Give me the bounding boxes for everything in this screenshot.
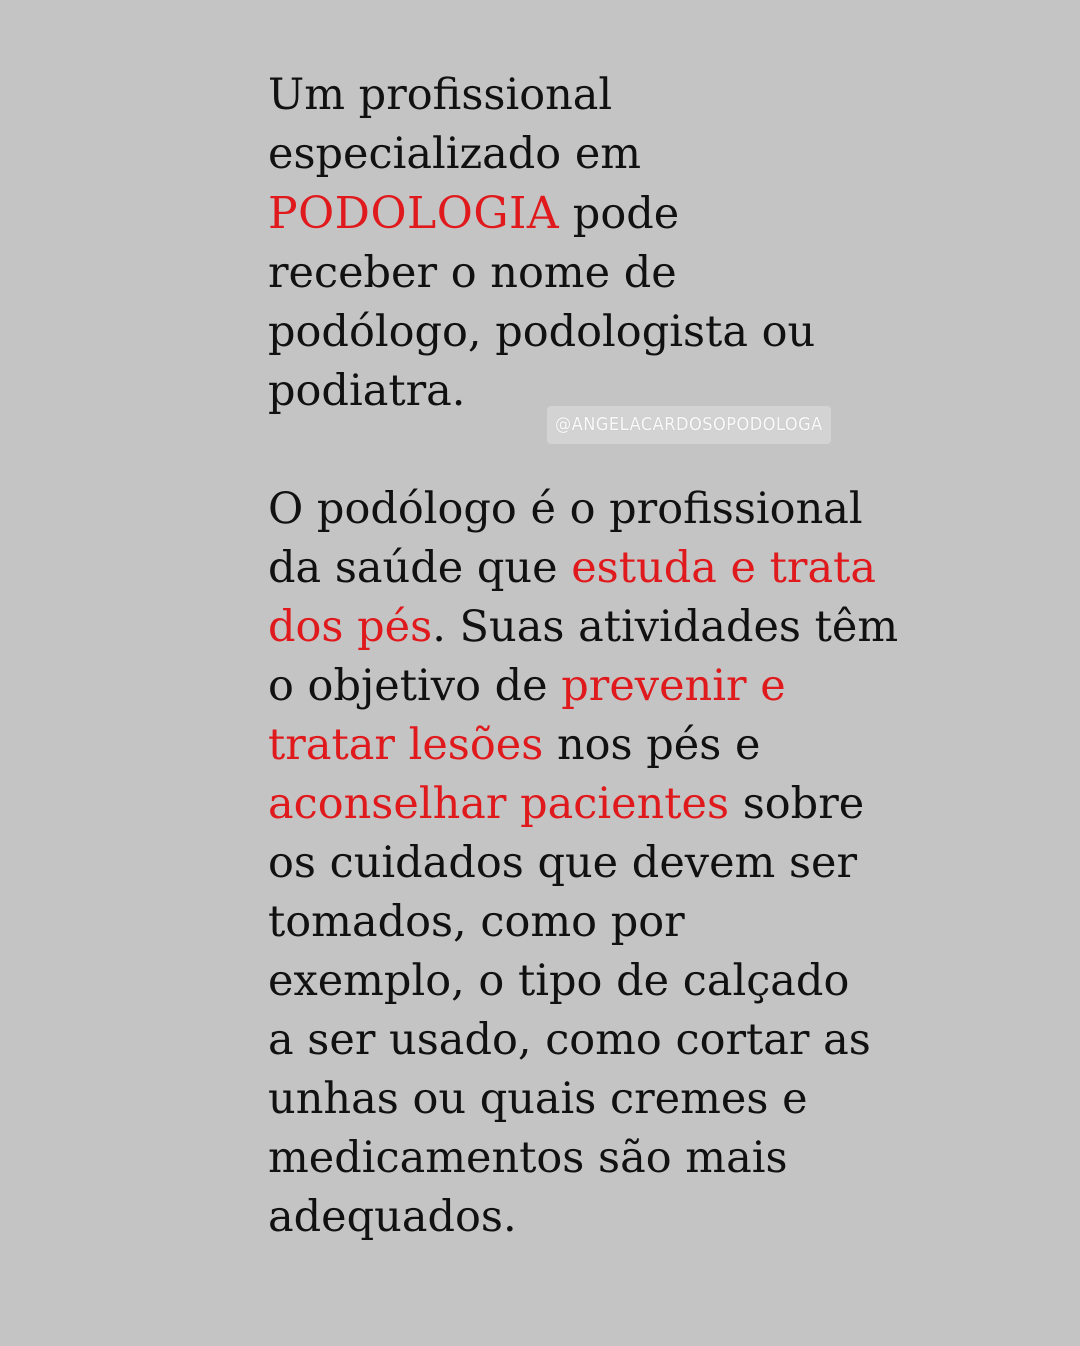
text-fragment: pode — [559, 189, 680, 239]
text-line — [268, 657, 908, 716]
text-line: O podólogo é o profissional — [268, 484, 863, 534]
text-fragment: nos pés e — [543, 720, 761, 770]
text-line: adequados. — [268, 1192, 517, 1242]
text-line: receber o nome de — [268, 248, 677, 298]
text-line: podiatra. — [268, 366, 466, 416]
text-fragment: da saúde que — [268, 543, 572, 593]
text-fragment: sobre — [729, 779, 865, 829]
text-line: podólogo, podologista ou — [268, 307, 816, 357]
text-line: Um profissional — [268, 70, 613, 120]
paragraph-podologia-definition — [268, 66, 908, 421]
text-line — [268, 184, 908, 244]
text-line — [268, 598, 908, 657]
highlight-podologia: PODOLOGIA — [268, 188, 560, 239]
text-fragment: o objetivo de — [268, 661, 562, 711]
text-line: especializado em — [268, 129, 642, 179]
highlight-aconselhar-pacientes: aconselhar pacientes — [268, 779, 730, 829]
highlight-tratar-lesoes: tratar lesões — [268, 720, 544, 770]
text-line: tomados, como por — [268, 897, 685, 947]
text-line: medicamentos são mais — [268, 1133, 788, 1183]
text-line — [268, 716, 908, 775]
highlight-prevenir: prevenir e — [561, 661, 786, 711]
highlight-estuda-trata: estuda e trata — [571, 543, 877, 593]
paragraph-podologo-description — [268, 480, 908, 1247]
text-line: a ser usado, como cortar as — [268, 1015, 871, 1065]
highlight-dos-pes: dos pés — [268, 602, 433, 652]
text-line — [268, 539, 908, 598]
text-fragment: . Suas atividades têm — [432, 602, 899, 652]
mention-sticker[interactable]: @ANGELACARDOSOPODOLOGA — [547, 406, 831, 444]
text-line: os cuidados que devem ser — [268, 838, 858, 888]
text-line: unhas ou quais cremes e — [268, 1074, 808, 1124]
text-line: exemplo, o tipo de calçado — [268, 956, 850, 1006]
text-line — [268, 775, 908, 834]
